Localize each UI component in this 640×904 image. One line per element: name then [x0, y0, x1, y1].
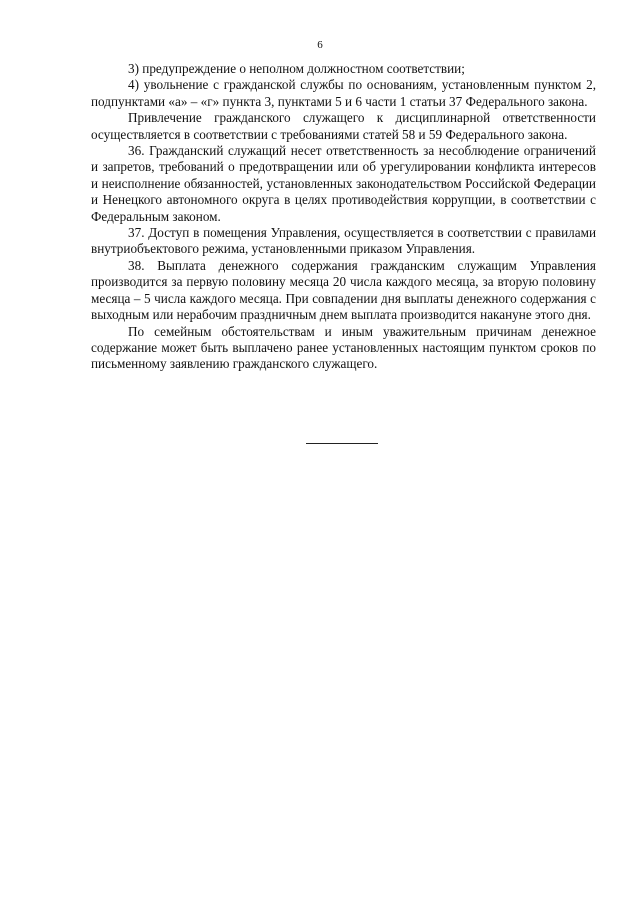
end-of-text-rule [306, 443, 378, 444]
paragraph-disciplinary-procedure: Привлечение гражданского служащего к дисциплинарной ответственности осуществляется в соответствии с требованиями статей 58 и 59 Федерального закона. [91, 110, 596, 142]
paragraph-37: 37. Доступ в помещения Управления, осуществляется в соответствии с правилами внутриобъектового режима, установленными приказом Управления. [91, 225, 596, 257]
paragraph-early-payment: По семейным обстоятельствам и иным уважительным причинам денежное содержание может быть выплачено ранее установленных настоящим пунктом сроков по письменному заявлению гражданского служащего. [91, 323, 596, 372]
paragraph-sanction-3: 3) предупреждение о неполном должностном соответствии; [128, 61, 465, 76]
paragraph-sanction-4: 4) увольнение с гражданской службы по основаниям, установленным пунктом 2, подпунктами «а» – «г» пункта 3, пунктами 5 и 6 части 1 статьи 37 Федерального закона. [91, 77, 596, 109]
paragraph-36: 36. Гражданский служащий несет ответственность за несоблюдение ограничений и запретов, требований о предотвращении или об урегулировании конфликта интересов и неисполнение обязанностей, установленных законодательством Российской Федерации и Ненецкого автономного округа в целях противодействия коррупции, в соответствии с Федеральным законом. [91, 143, 596, 224]
paragraph-38: 38. Выплата денежного содержания гражданским служащим Управления производится за первую половину месяца 20 числа каждого месяца, за вторую половину месяца – 5 числа каждого месяца. При совпадении дня выплаты денежного содержания с выходным или нерабочим праздничным днем выплата производится накануне этого дня. [91, 257, 596, 323]
document-body [91, 61, 596, 373]
page-number: 6 [317, 39, 323, 51]
